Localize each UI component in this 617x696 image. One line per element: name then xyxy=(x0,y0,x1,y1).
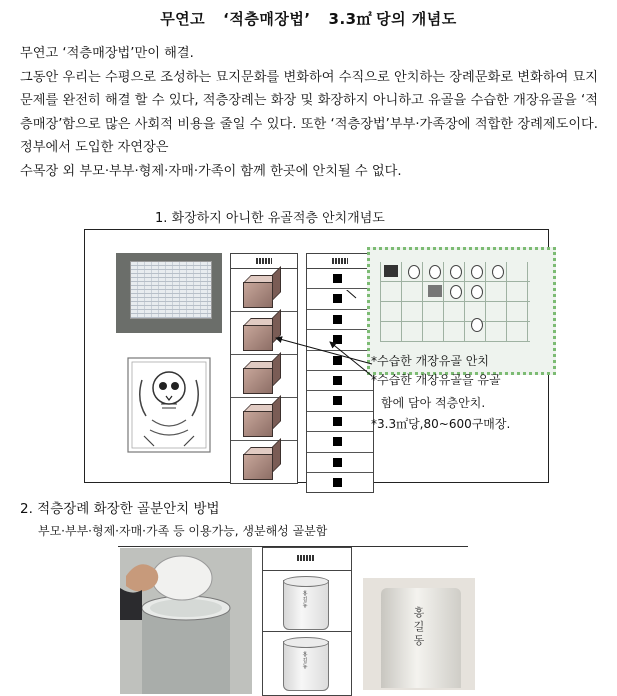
urn-cup xyxy=(283,580,329,630)
plan-marker xyxy=(450,285,462,299)
plan-marker xyxy=(428,285,442,297)
frame-header xyxy=(263,548,351,571)
urn-placement-photo xyxy=(120,548,252,694)
annotation-4: *3.3㎡당,80~600구매장. xyxy=(371,417,511,431)
annotation-1: *수습한 개장유골 안치 xyxy=(371,354,489,368)
urn-row xyxy=(263,570,351,632)
section1-heading: 1. 화장하지 아니한 유골적층 안치개념도 xyxy=(155,211,385,226)
column-header xyxy=(231,254,297,269)
urn-label-large: 홍길동 xyxy=(413,606,425,647)
urn-frame xyxy=(262,547,352,696)
annotation-2: *수습한 개장유골을 유골 xyxy=(371,373,501,387)
intro-text xyxy=(20,42,598,183)
title-law: ‘적층매장법’ xyxy=(223,10,311,28)
urn-label: 홍길동 xyxy=(302,591,308,609)
urn-closeup-photo xyxy=(363,578,475,690)
plan-marker xyxy=(492,265,504,279)
intro-paragraph: 그동안 우리는 수평으로 조성하는 묘지문화를 변화하여 수직으로 안치하는 장례문화로 변화하여 묘지문제를 완전히 해결 할 수 있다, 적층장례는 화장 및 화장하지 아니하고 유골을 수습한 개장유골을 ‘적층매장’함으로 많은 사회적 비용을 줄일 수 있다. 또한 ‘적층장법’부부·가족장에 적합한 장례제도이다. 정부에서 도입한 자연장은 xyxy=(20,69,598,155)
plan-marker xyxy=(429,265,441,279)
column-header xyxy=(307,254,373,269)
urn-row xyxy=(263,631,351,695)
urn-cup-large xyxy=(381,588,461,688)
section2-heading: 2. 적층장례 화장한 골분안치 방법 xyxy=(20,501,220,517)
plan-marker xyxy=(471,265,483,279)
annotation-3: 함에 담아 적층안치. xyxy=(381,396,486,410)
square-cell xyxy=(307,269,373,289)
cube-cell xyxy=(231,398,297,441)
square-cell xyxy=(307,453,373,473)
plan-marker xyxy=(384,265,398,277)
title-suffix: 당의 개념도 xyxy=(376,10,457,28)
square-cell xyxy=(307,473,373,492)
section2-subheading: 부모·부부·형제·자매·가족 등 이용가능, 생분해성 골분함 xyxy=(38,524,328,538)
plan-marker xyxy=(471,318,483,332)
record-sheet xyxy=(130,261,212,319)
square-cell xyxy=(307,391,373,411)
skeleton-sketch xyxy=(122,350,216,458)
cube-cell xyxy=(231,441,297,483)
plan-marker xyxy=(450,265,462,279)
page-title xyxy=(0,8,617,29)
title-area: 3.3㎡ xyxy=(328,10,373,28)
intro-last-line: 수목장 외 부모·부부·형제·자매·가족이 함께 한곳에 안치될 수 없다. xyxy=(20,163,402,179)
urn-label: 홍길동 xyxy=(302,652,308,670)
burial-record-photo xyxy=(116,253,222,333)
plan-marker xyxy=(471,285,483,299)
pointer-arrows xyxy=(260,290,380,380)
square-cell xyxy=(307,412,373,432)
intro-line1: 무연고 ‘적층매장법’만이 해결. xyxy=(20,46,194,61)
title-school: 무연고 xyxy=(160,10,206,28)
square-cell xyxy=(307,432,373,452)
plan-marker xyxy=(408,265,420,279)
urn-cup xyxy=(283,641,329,691)
